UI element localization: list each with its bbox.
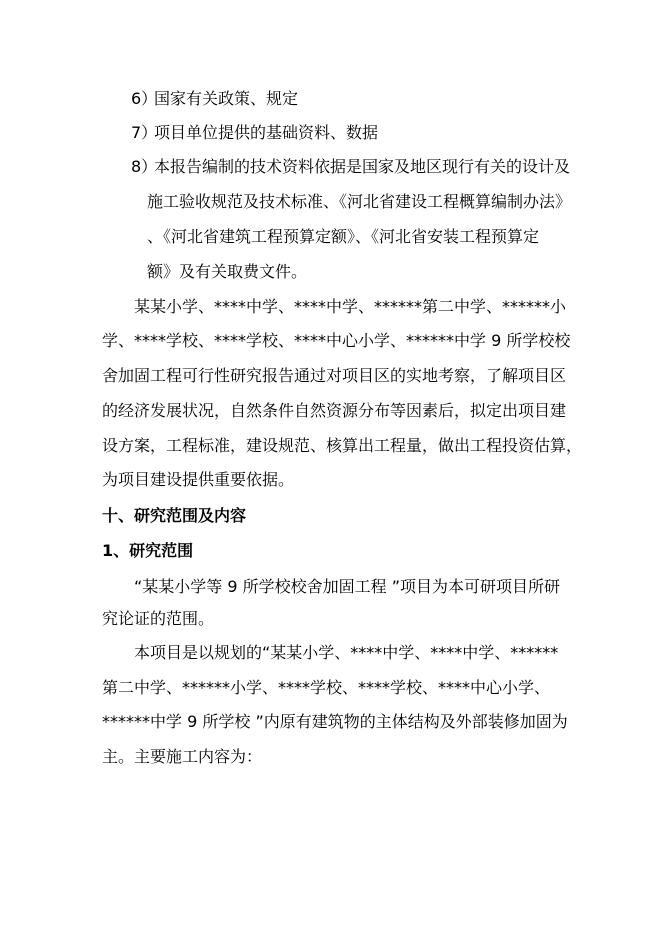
- list-item-text: 额》及有关取费文件。: [147, 262, 308, 281]
- paragraph-line: 的经济发展状况，自然条件自然资源分布等因素后，拟定出项目建: [102, 401, 567, 420]
- paragraph-line: 究论证的范围。: [102, 609, 215, 628]
- paragraph-line: “某某小学等 9 所学校校舍加固工程 ”项目为本可研项目所研: [134, 577, 561, 596]
- paragraph-line: 主。主要施工内容为：: [102, 747, 263, 766]
- list-item-text: 、《河北省建筑工程预算定额》、《河北省安装工程预算定: [147, 227, 540, 246]
- subsection-heading: 1、研究范围: [102, 541, 194, 560]
- paragraph-line: 某某小学、****中学、****中学、******第二中学、******小: [134, 297, 567, 316]
- list-item-text: 国家有关政策、规定: [154, 89, 299, 108]
- list-item-text: 项目单位提供的基础资料、数据: [154, 123, 379, 142]
- list-item-number: 8）: [131, 157, 158, 176]
- paragraph-line: 舍加固工程可行性研究报告通过对项目区的实地考察，了解项目区: [102, 366, 567, 385]
- list-item-text: 施工验收规范及技术标准、《河北省建设工程概算编制办法》: [147, 192, 572, 211]
- paragraph-line: 为项目建设提供重要依据。: [102, 470, 295, 489]
- list-item-number: 7）: [131, 123, 158, 142]
- list-item-text: 本报告编制的技术资料依据是国家及地区现行有关的设计及: [154, 157, 571, 176]
- paragraph-line: 本项目是以规划的“某某小学、****中学、****中学、******: [134, 643, 559, 662]
- paragraph-line: ******中学 9 所学校 ”内原有建筑物的主体结构及外部装修加固为: [102, 712, 568, 731]
- paragraph-line: 学、****学校、****学校、****中心小学、******中学 9 所学校校: [102, 331, 571, 350]
- paragraph-line: 设方案，工程标准，建设规范、核算出工程量，做出工程投资估算，: [102, 436, 583, 455]
- paragraph-line: 第二中学、******小学、****学校、****学校、****中心小学、: [102, 678, 551, 697]
- list-item-number: 6）: [131, 89, 158, 108]
- section-heading: 十、研究范围及内容: [102, 506, 247, 525]
